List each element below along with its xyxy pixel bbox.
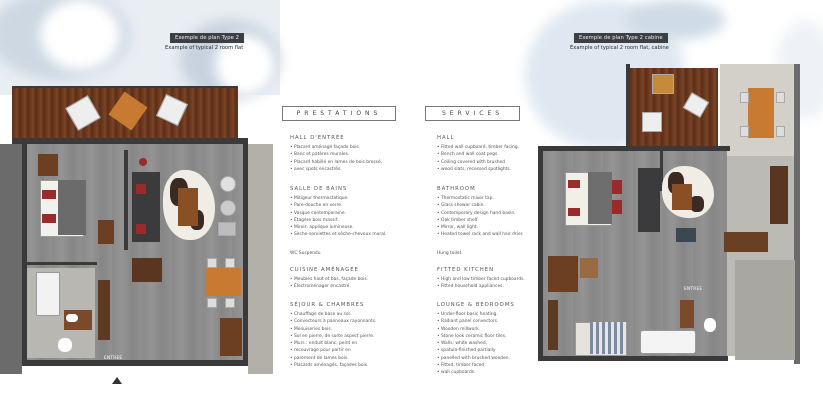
list-item: • Électroménager encastré.	[290, 283, 368, 290]
services-bath-list	[437, 195, 523, 239]
left-plan-caption-title: Exemple de plan Type 2	[170, 33, 244, 43]
right-plan-caption-title: Exemple de plan Type 2 cabine	[574, 33, 668, 43]
left-entrance-label: ENTREE	[104, 355, 123, 360]
list-item: • Murs : enduit blanc, peint en	[290, 340, 376, 347]
list-item: • Oak timber shelf.	[437, 217, 523, 224]
list-item: • Heated towel rack and wall hair drier.	[437, 231, 523, 238]
list-item: • Placard aménagé façade bois.	[290, 144, 382, 151]
right-entrance-label: ENTREE	[684, 286, 703, 291]
services-lounge-list	[437, 311, 510, 377]
prestations-hall-list	[290, 144, 382, 173]
right-plan-caption-subtitle: Example of typical 2 room flat, cabine	[570, 45, 669, 51]
left-entrance-arrow	[112, 377, 122, 384]
list-item: • Sèche-serviettes et sèche-cheveux mural.	[290, 231, 387, 238]
prestations-cuisine-list	[290, 276, 368, 291]
list-item: • Stone look ceramic floor tiles.	[437, 333, 510, 340]
right-kitchen-unit	[724, 232, 768, 252]
services-hall-heading: HALL	[437, 135, 455, 141]
list-item: • Walls: white washed,	[437, 340, 510, 347]
prestations-sejour-list	[290, 311, 376, 369]
services-kitchen-heading: FITTED KITCHEN	[437, 267, 495, 273]
list-item: • Fitted household appliances.	[437, 283, 525, 290]
list-item: • Glass shower cabin.	[437, 202, 523, 209]
list-item: • Mitigeur thermostatique.	[290, 195, 387, 202]
services-title: SERVICES	[425, 106, 520, 121]
list-item: • Thermostatic mixer tap.	[437, 195, 523, 202]
list-item: • Wooden millwork.	[437, 326, 510, 333]
list-item: • wood slats, recessed spotlights.	[437, 166, 519, 173]
list-item: • Chauffage de base au sol.	[290, 311, 376, 318]
right-sofa	[638, 168, 660, 232]
list-item: • wall cupboards.	[437, 369, 510, 376]
list-item: • spatula-finished partially	[437, 347, 510, 354]
prestations-bain-list	[290, 195, 387, 239]
list-item: • avec spots encastrés.	[290, 166, 382, 173]
list-item: • panelled with brushed wooden.	[437, 355, 510, 362]
services-kitchen-list	[437, 276, 525, 291]
services-hall-list	[437, 144, 519, 173]
list-item: • Vasque contemporaine.	[290, 210, 387, 217]
list-item: • Menuiseries bois.	[290, 326, 376, 333]
left-dining-table	[205, 268, 241, 296]
prestations-sejour-heading: SÉJOUR & CHAMBRES	[290, 302, 365, 308]
prestations-title: PRESTATIONS	[282, 106, 396, 121]
list-item: • Convecteurs à panneaux rayonnants.	[290, 318, 376, 325]
list-item: • Miroir, applique lumineuse.	[290, 224, 387, 231]
list-item: • Under-floor basic heating.	[437, 311, 510, 318]
list-item: • High and low timber faced cupboards.	[437, 276, 525, 283]
prestations-hall-heading: HALL D'ENTRÉE	[290, 135, 345, 141]
services-bath-heading: BATHROOM	[437, 186, 476, 192]
list-item: • parement de lames bois.	[290, 355, 376, 362]
list-item: • Sol en pierre, de sorte aspect pierre.	[290, 333, 376, 340]
list-item: • Banc et patères murales.	[290, 151, 382, 158]
right-balcony-deck	[630, 68, 718, 152]
list-item: • Placards aménagés, façades bois.	[290, 362, 376, 369]
list-item: • Bench and wall coat pegs.	[437, 151, 519, 158]
prestations-bain-heading: SALLE DE BAINS	[290, 186, 348, 192]
prestations-bain-extra: WC Suspendu	[290, 251, 321, 256]
services-lounge-heading: LOUNGE & BEDROOMS	[437, 302, 515, 308]
list-item: • Radiant panel convectors.	[437, 318, 510, 325]
right-terrace-table	[748, 88, 774, 138]
list-item: • Fitted, timber faced	[437, 362, 510, 369]
list-item: • Mirror, wall light.	[437, 224, 523, 231]
list-item: • Contemporary design hand basin.	[437, 210, 523, 217]
list-item: • recouvrage pour partir en	[290, 347, 376, 354]
left-plan-caption-subtitle: Example of typical 2 room flat	[165, 45, 244, 51]
list-item: • Pare-douche en verre.	[290, 202, 387, 209]
services-bath-extra: Hung toilet.	[437, 251, 463, 256]
prestations-cuisine-heading: CUISINE AMÉNAGÉE	[290, 267, 359, 273]
list-item: • Étagère bois massif.	[290, 217, 387, 224]
list-item: • Meubles haut et bas, façade bois.	[290, 276, 368, 283]
list-item: • Ceiling covered with brushed	[437, 159, 519, 166]
list-item: • Fitted wall cupboard, timber facing.	[437, 144, 519, 151]
list-item: • Placard habillé en lames de bois brossé,	[290, 159, 382, 166]
